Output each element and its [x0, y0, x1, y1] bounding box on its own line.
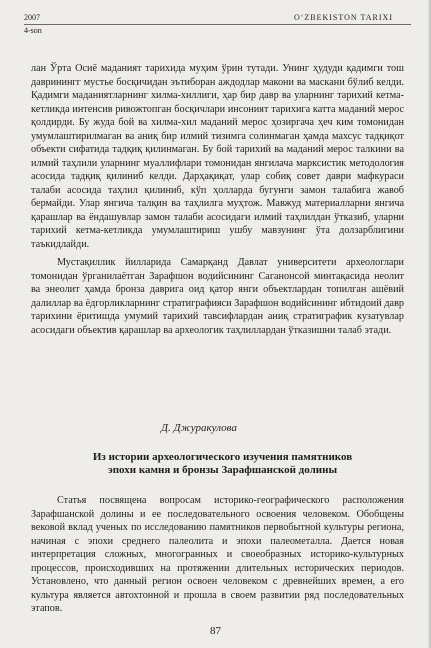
body-text-block-2 [31, 256, 404, 337]
article-title: Из истории археологического изучения памятников эпохи камня и бронзы Зарафшанской долины [92, 451, 353, 476]
page-number: 87 [210, 625, 221, 637]
journal-title: O‘ZBEKISTON TARIXI [293, 13, 393, 22]
article-abstract: Статья посвящена вопросам историко-географического расположения Зарафшанской долины и ее последовательного освоения человеком. Обобщены вековой вклад ученых по исследованию памятников первобытной культуры региона, начиная с эпохи среднего палеолита и эпохи палеометалла. Дается новая интерпретация сложных, многогранных и своеобразных историко-культурных процессов, происходивших на протяжении длительных исторических периодов. Установлено, что данный регион освоен человеком с древнейших времен, а его культура является автохтонной и прошла в своем развитии ряд последовательных этапов. [31, 495, 404, 614]
header-year: 2007 [24, 13, 40, 22]
article-abstract-block [31, 494, 404, 616]
body-paragraph-1: лан Ўрта Осиё маданият тарихида муҳим ўрин тутади. Унинг ҳудуди қадимги тош давринингг мустье босқичидан эътиборан аждодлар макони ва маскани бўлиб келди. Қадимги маданиятларнинг хилма-хиллиги, ҳар бир давр ва уларнинг тарихий кетма-кетликда интенсив ривожтопган босқичлари инсоният тарихига катта маданий мерос қолдирди. Бу жуда бой ва хилма-хил маданий мерос ҳозиргача ҳеч ким томонидан умумлаштирилмаган ва аниқ бир илмий тизимга солинмаган ҳамда махсус тадқиқот объекти сифатида тадқиқ қилинмаган. Бу бой тарихий ва маданий мерос талкини ва илмий таҳлили уларнинг муаллифлари томонидан янгилача марксистик методология асосида тадқиқ қилиниб келди. Дарҳақиқат, улар собиқ совет даври мафкураси талаби асосида таҳлил қилиниб, кўп ҳолларда бугунги замон талабига жавоб бермайди. Улар янгича талқин ва таҳлилга муҳтож. Мавжуд материалларни янгича қарашлар ва ёндашувлар замон талаби асосидаги илмий таҳлилдан ўтказиб, уларни тарихий кетма-кетликда умумлаштириш ушбу мавзунинг ўта долзарблигини таъкидлайди. [31, 63, 404, 250]
header-issue: 4-son [24, 26, 42, 35]
header-row [24, 13, 411, 22]
header-rule [24, 24, 411, 25]
body-paragraph-2: Мустақиллик йилларида Самарқанд Давлат университети археологлари томонидан ўрганилаётган Зарафшон водийсининг Саганонсой минтақасида неолит ва энеолит ҳамда бронза даврига оид қатор янги объектлардан топилган ашёвий далиллар ва ёдгорликларнинг стратиграфияси Зарафшон водийсининг ибтидоий давр тарихини ёритишда умумий тарихий тавсифлардан аниқ стратиграфик кузатувлар асосидаги объектив қарашлар ва археологик таҳлиллардан ўтказишни талаб этади. [31, 257, 404, 336]
article-author: Д. Джуракулова [161, 422, 237, 434]
body-text-block-1 [31, 62, 404, 251]
page-header [24, 13, 411, 45]
